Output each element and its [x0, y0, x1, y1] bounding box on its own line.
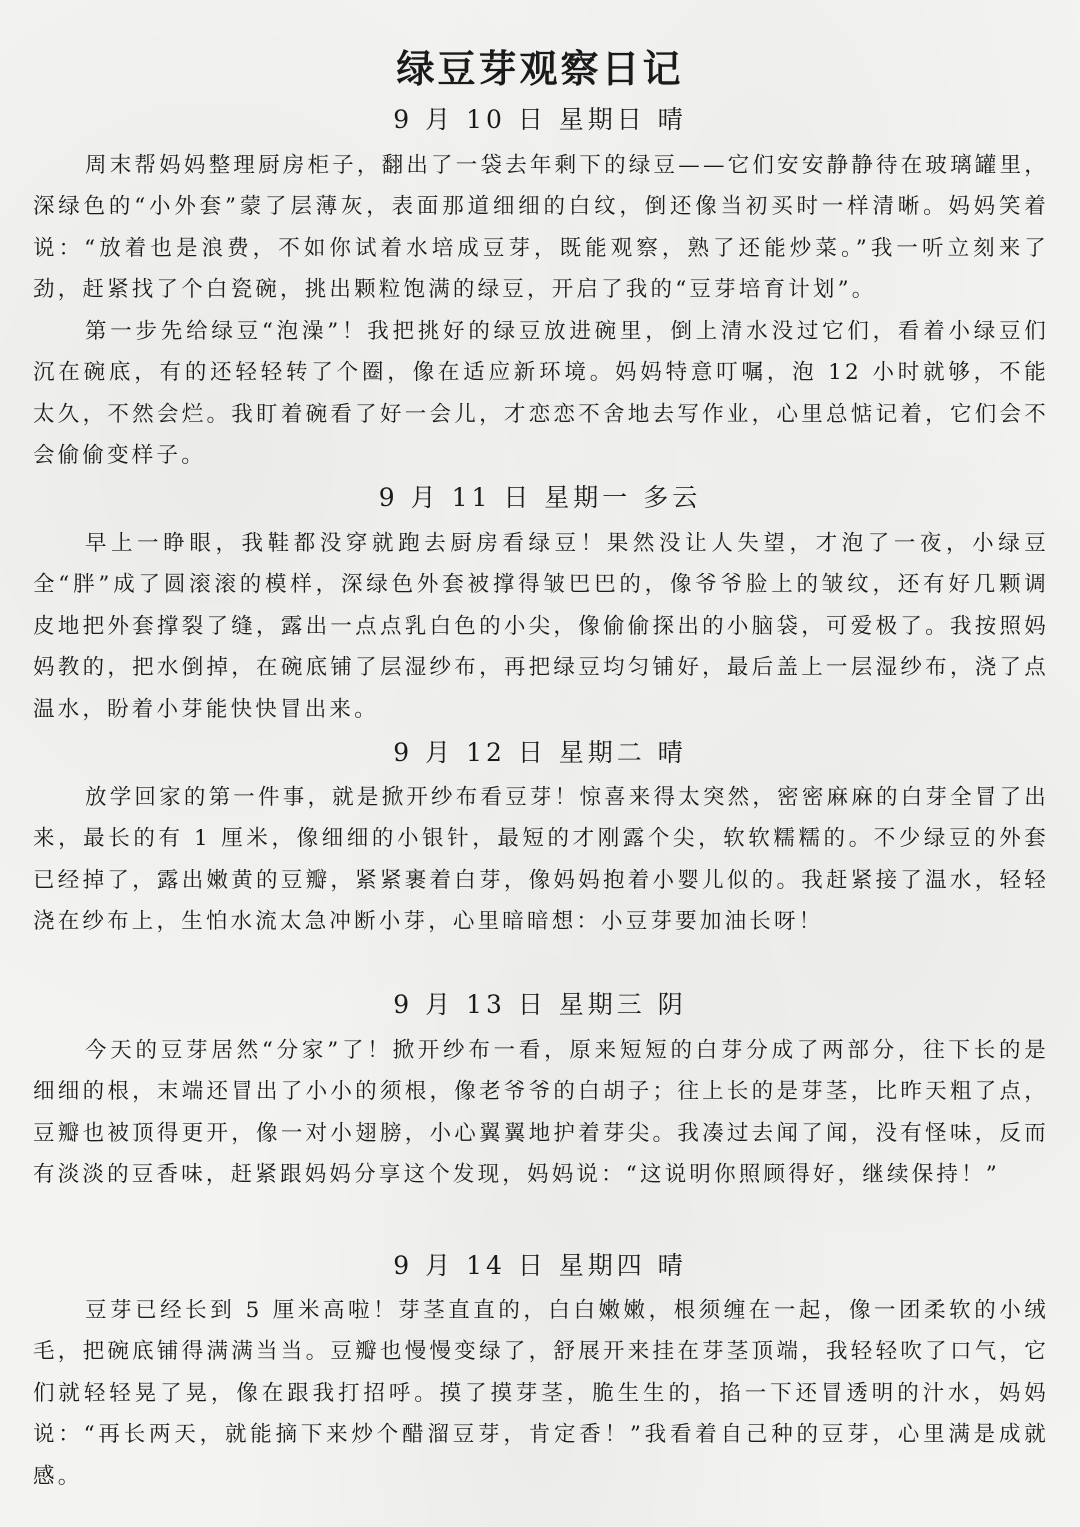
entry-date: 9 月 13 日 星期三 阴	[393, 990, 687, 1019]
entry-paragraph: 放学回家的第一件事，就是掀开纱布看豆芽！惊喜来得太突然，密密麻麻的白芽全冒了出来，最长的有 1 厘米，像细细的小银针，最短的才刚露个尖，软软糯糯的。不少绿豆的外套已经掉了，露出嫩黄的豆瓣，紧紧裹着白芽，像妈妈抱着小婴儿似的。我赶紧接了温水，轻轻浇在纱布上，生怕水流太急冲断小芽，心里暗暗想：小豆芽要加油长呀！	[33, 785, 1049, 935]
entry-date: 9 月 12 日 星期二 晴	[393, 738, 687, 767]
entry-paragraph: 周末帮妈妈整理厨房柜子，翻出了一袋去年剩下的绿豆——它们安安静静待在玻璃罐里，深绿色的“小外套”蒙了层薄灰，表面那道细细的白纹，倒还像当初买时一样清晰。妈妈笑着说：“放着也是浪费，不如你试着水培成豆芽，既能观察，熟了还能炒菜。”我一听立刻来了劲，赶紧找了个白瓷碗，挑出颗粒饱满的绿豆，开启了我的“豆芽培育计划”。	[33, 153, 1049, 303]
entry-date: 9 月 11 日 星期一 多云	[378, 483, 702, 512]
entry-date: 9 月 10 日 星期日 晴	[393, 105, 687, 134]
entry-paragraph: 第一步先给绿豆“泡澡”！我把挑好的绿豆放进碗里，倒上清水没过它们，看着小绿豆们沉在碗底，有的还轻轻转了个圈，像在适应新环境。妈妈特意叮嘱，泡 12 小时就够，不能太久，不然会烂。我盯着碗看了好一会儿，才恋恋不舍地去写作业，心里总惦记着，它们会不会偷偷变样子。	[33, 319, 1049, 469]
entry-paragraph: 豆芽已经长到 5 厘米高啦！芽茎直直的，白白嫩嫩，根须缠在一起，像一团柔软的小绒毛，把碗底铺得满满当当。豆瓣也慢慢变绿了，舒展开来挂在芽茎顶端，我轻轻吹了口气，它们就轻轻晃了晃，像在跟我打招呼。摸了摸芽茎，脆生生的，掐一下还冒透明的汁水，妈妈说：“再长两天，就能摘下来炒个醋溜豆芽，肯定香！”我看着自己种的豆芽，心里满是成就感。	[33, 1298, 1049, 1489]
entry-paragraph: 早上一睁眼，我鞋都没穿就跑去厨房看绿豆！果然没让人失望，才泡了一夜，小绿豆全“胖”成了圆滚滚的模样，深绿色外套被撑得皱巴巴的，像爷爷脸上的皱纹，还有好几颗调皮地把外套撑裂了缝，露出一点点乳白色的小尖，像偷偷探出的小脑袋，可爱极了。我按照妈妈教的，把水倒掉，在碗底铺了层湿纱布，再把绿豆均匀铺好，最后盖上一层湿纱布，浇了点温水，盼着小芽能快快冒出来。	[33, 531, 1049, 722]
entry-date: 9 月 14 日 星期四 晴	[393, 1251, 687, 1280]
page-title: 绿豆芽观察日记	[396, 47, 684, 91]
entry-paragraph: 今天的豆芽居然“分家”了！掀开纱布一看，原来短短的白芽分成了两部分，往下长的是细细的根，末端还冒出了小小的须根，像老爷爷的白胡子；往上长的是芽茎，比昨天粗了点，豆瓣也被顶得更开，像一对小翅膀，小心翼翼地护着芽尖。我凑过去闻了闻，没有怪味，反而有淡淡的豆香味，赶紧跟妈妈分享这个发现，妈妈说：“这说明你照顾得好，继续保持！”	[33, 1038, 1049, 1188]
